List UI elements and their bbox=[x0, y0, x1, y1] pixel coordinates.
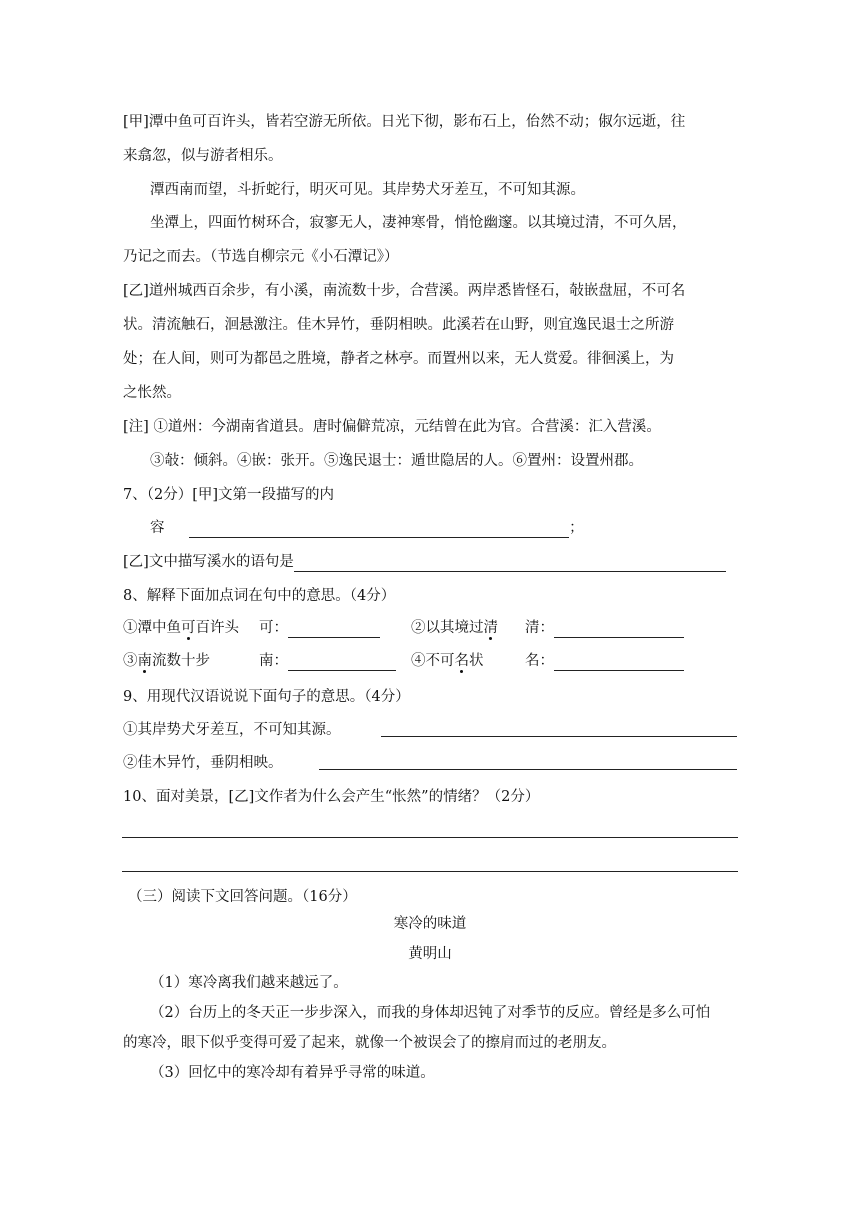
passage-jia-line-1: [甲]潭中鱼可百许头，皆若空游无所依。日光下彻，影布石上，佁然不动；俶尔远逝，往 bbox=[123, 114, 686, 130]
passage-yi-line-1: [乙]道州城西百余步，有小溪，南流数十步，合营溪。两岸悉皆怪石，敧嵌盘屈，不可名 bbox=[123, 283, 686, 299]
q8-item-2-answer bbox=[525, 618, 684, 638]
q8-item-2-key: 清： bbox=[525, 620, 554, 636]
passage-jia-para-3-line-2: 乃记之而去。（节选自柳宗元《小石潭记》） bbox=[123, 249, 399, 265]
q8-item-3-post: 流数十步 bbox=[152, 653, 210, 669]
q8-item-2-pre: ②以其境过 bbox=[411, 620, 484, 636]
q8-item-1 bbox=[123, 618, 239, 638]
q8-item-1-key: 可： bbox=[259, 620, 288, 636]
q7-cont-label: 容 bbox=[150, 520, 165, 536]
q8-item-3-blank[interactable] bbox=[288, 654, 396, 671]
q8-item-4-answer bbox=[525, 651, 684, 671]
q8-item-3 bbox=[123, 651, 210, 671]
q7-yi-row bbox=[123, 552, 738, 572]
q8-item-2 bbox=[411, 618, 498, 638]
q7-jia-answer-blank[interactable] bbox=[189, 521, 569, 538]
q8-item-1-post: 百许头 bbox=[195, 620, 239, 636]
q8-item-1-dotted-word: 可 bbox=[181, 620, 196, 636]
q7-yi-label: [乙]文中描写溪水的语句是 bbox=[123, 554, 294, 570]
q10-stem: 10、面对美景，[乙]文作者为什么会产生“怅然”的情绪？（2分） bbox=[123, 789, 540, 805]
q8-item-4-dotted-word: 名 bbox=[454, 653, 469, 669]
q8-item-4 bbox=[411, 651, 484, 671]
q8-item-4-blank[interactable] bbox=[554, 654, 684, 671]
q9-sentence-1: ①其岸势犬牙差互，不可知其源。 bbox=[123, 722, 341, 738]
q8-item-4-post: 状 bbox=[469, 653, 484, 669]
q9-stem: 9、用现代汉语说说下面句子的意思。（4分） bbox=[123, 689, 410, 705]
q8-stem: 8、解释下面加点词在句中的意思。（4分） bbox=[123, 588, 396, 604]
article-para-2-line-2: 的寒冷，眼下似乎变得可爱了起来，就像一个被误会了的擦肩而过的老朋友。 bbox=[123, 1035, 616, 1051]
q8-item-1-pre: ①潭中鱼 bbox=[123, 620, 181, 636]
q8-item-4-pre: ④不可 bbox=[411, 653, 455, 669]
q9-answer-1-blank[interactable] bbox=[381, 720, 737, 737]
article-para-2-line-1: （2）台历上的冬天正一步步深入，而我的身体却迟钝了对季节的反应。曾经是多么可怕 bbox=[150, 1005, 711, 1021]
notes-line-1: [注] ①道州：今湖南省道县。唐时偏僻荒凉，元结曾在此为官。合营溪：汇入营溪。 bbox=[123, 419, 661, 435]
q8-item-4-key: 名： bbox=[525, 653, 554, 669]
passage-yi-line-2: 状。清流触石，洄悬激注。佳木异竹，垂阴相映。此溪若在山野，则宜逸民退士之所游 bbox=[123, 317, 674, 333]
q7-stem: 7、（2分）[甲]文第一段描写的内 bbox=[123, 487, 335, 503]
q8-item-3-dotted-word: 南 bbox=[137, 653, 152, 669]
q7-content-row bbox=[150, 518, 765, 538]
article-para-1: （1）寒冷离我们越来越远了。 bbox=[150, 975, 348, 991]
q8-item-2-dotted-word: 清 bbox=[483, 620, 498, 636]
q7-yi-answer-blank[interactable] bbox=[294, 555, 726, 572]
q9-sentence-2: ②佳木异竹，垂阴相映。 bbox=[123, 755, 283, 771]
section-3-heading: （三）阅读下文回答问题。（16分） bbox=[128, 889, 357, 905]
q8-item-3-pre: ③ bbox=[123, 653, 138, 669]
article-title: 寒冷的味道 bbox=[393, 916, 467, 932]
q8-item-3-key: 南： bbox=[259, 653, 288, 669]
q10-answer-line-1[interactable] bbox=[122, 837, 738, 838]
q8-item-1-blank[interactable] bbox=[288, 621, 380, 638]
notes-line-2: ③敧：倾斜。④嵌：张开。⑤逸民退士：遁世隐居的人。⑥置州：设置州郡。 bbox=[150, 453, 643, 469]
passage-jia-para-2: 潭西南而望，斗折蛇行，明灭可见。其岸势犬牙差互，不可知其源。 bbox=[150, 182, 585, 198]
q7-semicolon: ； bbox=[569, 520, 584, 536]
q9-answer-2-blank[interactable] bbox=[319, 753, 737, 770]
passage-yi-line-4: 之怅然。 bbox=[123, 385, 181, 401]
q8-item-2-blank[interactable] bbox=[554, 621, 684, 638]
q10-answer-line-2[interactable] bbox=[122, 871, 738, 872]
passage-jia-para-3-line-1: 坐潭上，四面竹树环合，寂寥无人，凄神寒骨，悄怆幽邃。以其境过清，不可久居， bbox=[150, 215, 687, 231]
passage-yi-line-3: 处；在人间，则可为都邑之胜境，静者之林亭。而置州以来，无人赏爱。徘徊溪上，为 bbox=[123, 351, 674, 367]
article-para-3: （3）回忆中的寒冷却有着异乎寻常的味道。 bbox=[150, 1065, 435, 1081]
passage-jia-line-2: 来翕忽，似与游者相乐。 bbox=[123, 148, 283, 164]
q8-item-3-answer bbox=[259, 651, 396, 671]
q8-item-1-answer bbox=[259, 618, 380, 638]
article-author: 黄明山 bbox=[408, 946, 452, 962]
